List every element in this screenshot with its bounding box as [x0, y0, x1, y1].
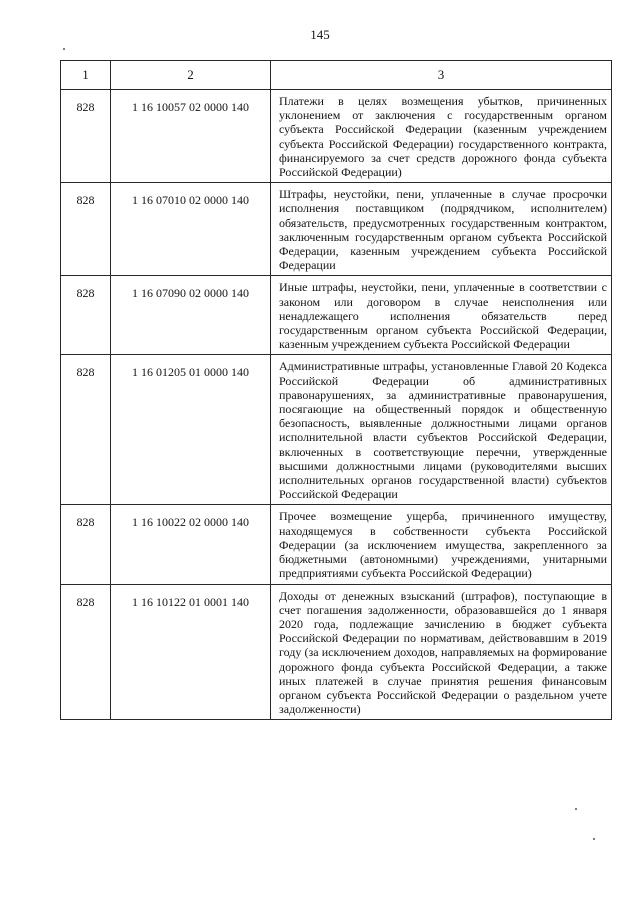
table-row: [61, 505, 612, 584]
description-cell: Штрафы, неустойки, пени, уплаченные в случае просрочки исполнения поставщиком (подрядчиком, исполнителем) обязательств, предусмотренных государственным контрактом, заключенным государственным органом субъекта Российской Федерации, казенным учреждением субъекта Российской Федерации: [271, 183, 612, 276]
revenue-code-cell: 1 16 10122 01 0001 140: [111, 584, 271, 720]
revenue-code-cell: 1 16 10022 02 0000 140: [111, 505, 271, 584]
page-number: 145: [310, 27, 330, 42]
description-cell: Прочее возмещение ущерба, причиненного имуществу, находящемуся в собственности субъекта Российской Федерации (за исключением имущества, закрепленного за бюджетными (автономными) учреждениями, унитарными предприятиями субъекта Российской Федерации): [271, 505, 612, 584]
table-header-row: [61, 61, 612, 90]
revenue-code-cell: 1 16 10057 02 0000 140: [111, 90, 271, 183]
admin-code-cell: 828: [61, 183, 111, 276]
admin-code-cell: 828: [61, 584, 111, 720]
description-cell: Платежи в целях возмещения убытков, причиненных уклонением от заключения с государственным органом субъекта Российской Федерации (казенным учреждением субъекта Российской Федерации) государственного контракта, финансируемого за счет средств дорожного фонда субъекта Российской Федерации): [271, 90, 612, 183]
table-row: [61, 276, 612, 355]
scan-speck: [575, 808, 577, 810]
table-row: [61, 355, 612, 505]
budget-revenue-table: [60, 60, 612, 720]
column-header-3: 3: [271, 61, 612, 90]
table-row: [61, 183, 612, 276]
admin-code-cell: 828: [61, 90, 111, 183]
revenue-code-cell: 1 16 07010 02 0000 140: [111, 183, 271, 276]
scan-speck: [593, 838, 595, 840]
admin-code-cell: 828: [61, 276, 111, 355]
admin-code-cell: 828: [61, 355, 111, 505]
scan-speck: [63, 48, 65, 50]
column-header-2: 2: [111, 61, 271, 90]
admin-code-cell: 828: [61, 505, 111, 584]
column-header-1: 1: [61, 61, 111, 90]
revenue-code-cell: 1 16 01205 01 0000 140: [111, 355, 271, 505]
description-cell: Доходы от денежных взысканий (штрафов), поступающие в счет погашения задолженности, образовавшейся до 1 января 2020 года, подлежащие зачислению в бюджет субъекта Российской Федерации по нормативам, действовавшим в 2019 году (за исключением доходов, направляемых на формирование дорожного фонда субъекта Российской Федерации, а также иных платежей в случае принятия решения финансовым органом субъекта Российской Федерации о раздельном учете задолженности): [271, 584, 612, 720]
table-row: [61, 90, 612, 183]
revenue-code-cell: 1 16 07090 02 0000 140: [111, 276, 271, 355]
description-cell: Иные штрафы, неустойки, пени, уплаченные в соответствии с законом или договором в случае неисполнения или ненадлежащего исполнения обязательств перед государственным органом субъекта Российской Федерации, казенным учреждением субъекта Российской Федерации: [271, 276, 612, 355]
description-cell: Административные штрафы, установленные Главой 20 Кодекса Российской Федерации об административных правонарушениях, за административные правонарушения, посягающие на общественный порядок и общественную безопасность, выявленные должностными лицами органов исполнительной власти субъектов Российской Федерации, включенных в соответствующие перечни, утвержденные высшими должностными лицами (руководителями высших исполнительных органов государственной власти) субъектов Российской Федерации: [271, 355, 612, 505]
table-row: [61, 584, 612, 720]
